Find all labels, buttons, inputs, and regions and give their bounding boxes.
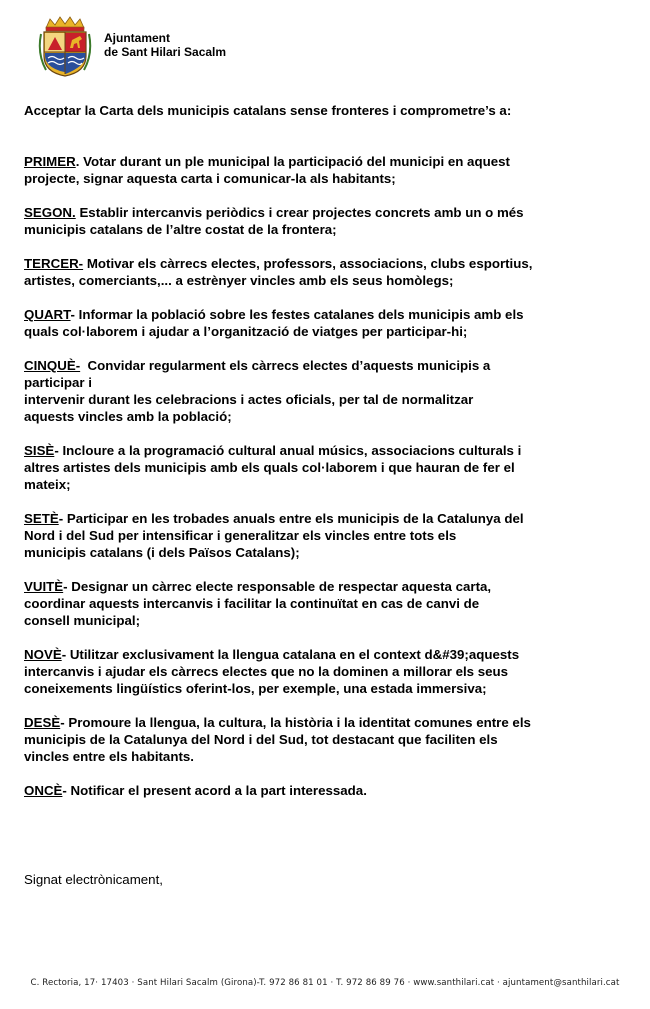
organization-name-line1: Ajuntament xyxy=(104,31,170,45)
clause-line: artistes, comerciants,... a estrènyer vincles amb els seus homòlegs; xyxy=(24,273,454,288)
clause-keyword: TERCER- xyxy=(24,256,84,271)
clause-line xyxy=(24,714,598,731)
clause-line: municipis de la Catalunya del Nord i del Sud, tot destacant que faciliten els xyxy=(24,732,498,747)
clause-line: municipis catalans de l’altre costat de la frontera; xyxy=(24,222,337,237)
clause-line: intercanvis i ajudar els càrrecs electes que no la dominen a millorar els seus xyxy=(24,664,509,679)
clause-line xyxy=(24,782,598,799)
clause-item xyxy=(24,357,598,425)
clause-text: Utilitzar exclusivament la llengua catalana en el context d&#39;aquests xyxy=(69,647,520,662)
footer-contact: C. Rectoria, 17· 17403 · Sant Hilari Sacalm (Girona)-T. 972 86 81 01 · T. 972 86 89 76 · www.santhilari.cat · ajuntament@santhilari.cat xyxy=(30,978,620,988)
clause-separator: - xyxy=(58,511,67,526)
clause-keyword: CINQUÈ- xyxy=(24,358,81,373)
organization-name-line2: de Sant Hilari Sacalm xyxy=(104,45,227,59)
clause-text: Votar durant un ple municipal la participació del municipi en aquest xyxy=(83,154,510,169)
clause-separator: - xyxy=(63,579,72,594)
clause-item xyxy=(24,510,598,561)
signature-note: Signat electrònicament, xyxy=(24,872,163,887)
clause-text: Establir intercanvis periòdics i crear projectes concrets amb un o més xyxy=(79,205,524,220)
clause-line xyxy=(24,357,598,374)
clause-separator: . xyxy=(75,154,84,169)
clause-text: Incloure a la programació cultural anual músics, associacions culturals i xyxy=(62,443,522,458)
clause-keyword: SISÈ xyxy=(24,443,55,458)
clause-separator: - xyxy=(54,443,63,458)
clause-line: altres artistes dels municipis amb els quals col·laborem i que hauran de fer el xyxy=(24,460,515,475)
clause-keyword: SETÈ xyxy=(24,511,59,526)
clause-line xyxy=(24,204,598,221)
clause-keyword: ONCÈ xyxy=(24,783,63,798)
clause-keyword: NOVÈ xyxy=(24,647,62,662)
clause-text: Participar en les trobades anuals entre els municipis de la Catalunya del xyxy=(66,511,524,526)
clause-line: consell municipal; xyxy=(24,613,141,628)
clause-keyword: PRIMER xyxy=(24,154,76,169)
organization-name xyxy=(104,31,226,59)
clause-line: vincles entre els habitants. xyxy=(24,749,194,764)
clause-text: Notificar el present acord a la part interessada. xyxy=(70,783,367,798)
clause-separator xyxy=(80,358,87,373)
clause-keyword: QUART xyxy=(24,307,71,322)
clause-line: coneixements lingüístics oferint-los, per exemple, una estada immersiva; xyxy=(24,681,487,696)
clause-text: Motivar els càrrecs electes, professors, associacions, clubs esportius, xyxy=(86,256,533,271)
clause-line: aquests vincles amb la població; xyxy=(24,409,232,424)
clause-separator: - xyxy=(61,647,70,662)
clause-line xyxy=(24,578,598,595)
intro-statement: Acceptar la Carta dels municipis catalans sense fronteres i comprometre’s a: xyxy=(24,103,512,118)
clause-line xyxy=(24,510,598,527)
clause-item xyxy=(24,204,598,238)
clause-item xyxy=(24,782,598,799)
resolution-clauses xyxy=(24,153,598,816)
clause-line xyxy=(24,153,598,170)
clause-text: Promoure la llengua, la cultura, la història i la identitat comunes entre els xyxy=(68,715,531,730)
coat-of-arms-logo xyxy=(36,14,94,78)
clause-item xyxy=(24,442,598,493)
clause-item xyxy=(24,153,598,187)
clause-line: municipis catalans (i dels Països Catalans); xyxy=(24,545,300,560)
clause-line xyxy=(24,306,598,323)
clause-separator: - xyxy=(62,783,71,798)
clause-item xyxy=(24,306,598,340)
clause-keyword: DESÈ xyxy=(24,715,61,730)
clause-separator: - xyxy=(60,715,69,730)
clause-keyword: VUITÈ xyxy=(24,579,64,594)
clause-line xyxy=(24,442,598,459)
clause-line: quals col·laborem i ajudar a l’organització de viatges per participar-hi; xyxy=(24,324,468,339)
clause-line: coordinar aquests intercanvis i facilitar la continuïtat en cas de canvi de xyxy=(24,596,480,611)
clause-line: mateix; xyxy=(24,477,71,492)
clause-item xyxy=(24,714,598,765)
clause-line: Nord i del Sud per intensificar i generalitzar els vincles entre tots els xyxy=(24,528,457,543)
clause-line xyxy=(24,646,598,663)
clause-item xyxy=(24,578,598,629)
clause-text: Informar la població sobre les festes catalanes dels municipis amb els xyxy=(78,307,524,322)
clause-line: intervenir durant les celebracions i actes oficials, per tal de normalitzar xyxy=(24,392,474,407)
clause-text: Designar un càrrec electe responsable de respectar aquesta carta, xyxy=(71,579,492,594)
clause-line xyxy=(24,255,598,272)
clause-keyword: SEGON. xyxy=(24,205,76,220)
clause-text: Convidar regularment els càrrecs electes d’aquests municipis a xyxy=(87,358,491,373)
clause-separator: - xyxy=(70,307,79,322)
clause-line: participar i xyxy=(24,375,92,390)
clause-item xyxy=(24,255,598,289)
clause-item xyxy=(24,646,598,697)
clause-line: projecte, signar aquesta carta i comunicar-la als habitants; xyxy=(24,171,396,186)
